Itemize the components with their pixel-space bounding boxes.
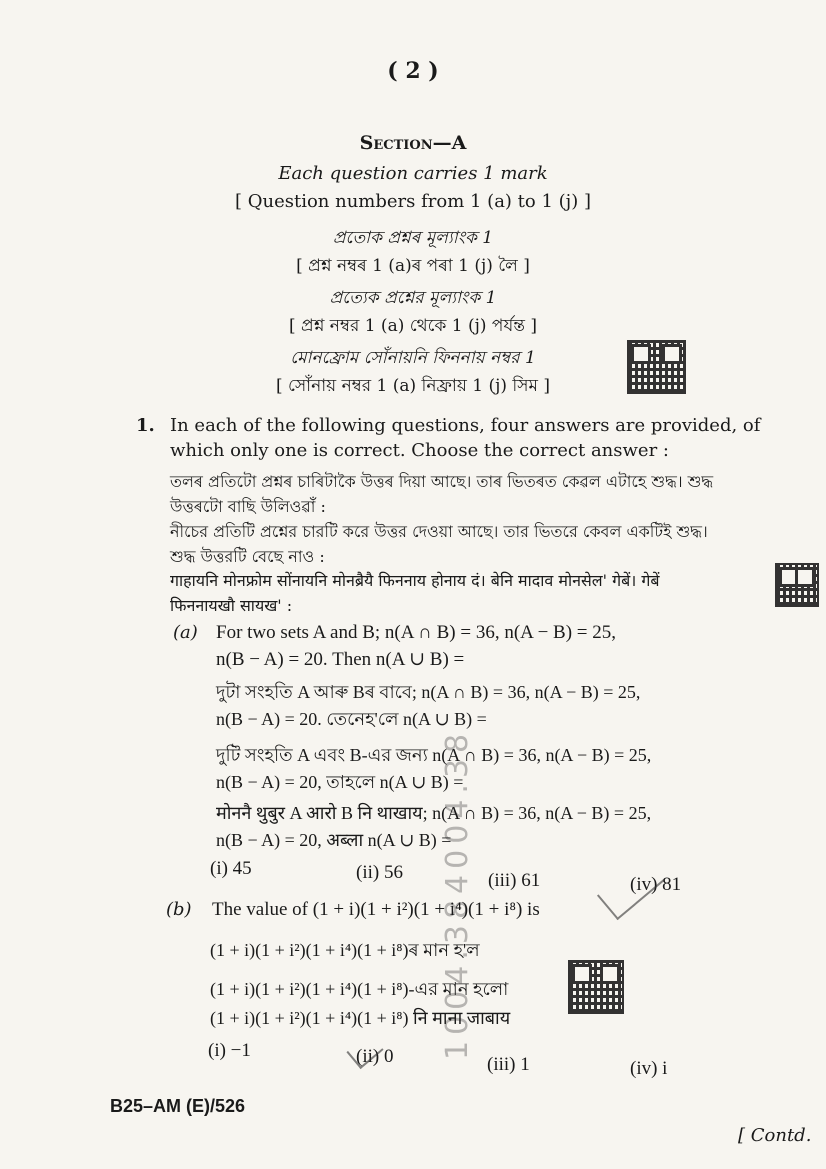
answer-tick-mark — [597, 856, 665, 920]
option-iv: (iv) i — [630, 1058, 668, 1079]
option-i: (i) −1 — [208, 1040, 251, 1061]
instruction-en: In each of the following questions, four answers are provided, of — [170, 415, 761, 436]
section-range-as: [ প্ৰশ্ন নম্বৰ 1 (a)ৰ পৰা 1 (j) লৈ ] — [296, 256, 530, 276]
section-mark-bn: প্রত্যেক প্রশ্নের মূল্যাংক 1 — [329, 288, 497, 308]
section-mark-en: Each question carries 1 mark — [278, 163, 548, 184]
watermark: 1004.384004.38 — [440, 727, 475, 1060]
question-text: n(B − A) = 20. Then n(A ∪ B) = — [216, 649, 465, 670]
question-label: (b) — [166, 899, 192, 920]
question-text-bo: मोननै थुबुर A आरो B नि थाखाय; n(A ∩ B) = 36, n(A − B) = 25, — [216, 803, 652, 823]
option-iv: (iv) 81 — [630, 874, 682, 895]
instruction-bo: फिननायखौ सायख' : — [170, 596, 293, 615]
instruction-bn: নীচের প্রতিটি প্রশ্নের চারটি করে উত্তর দেওয়া আছে। তার ভিতরে কেবল একটিই শুদ্ধ। — [170, 522, 708, 541]
option-iii: (iii) 1 — [487, 1054, 530, 1075]
paper-code: B25–AM (E)/526 — [110, 1096, 246, 1116]
option-ii: (ii) 0 — [356, 1046, 394, 1067]
option-ii: (ii) 56 — [356, 862, 403, 883]
question-text-bo: n(B − A) = 20, अब्ला n(A ∪ B) = — [216, 830, 452, 850]
question-text-bn: n(B − A) = 20, তাহলে n(A ∪ B) = — [216, 772, 464, 792]
section-title: Section—A — [359, 132, 467, 154]
page-number: ( 2 ) — [387, 58, 439, 84]
qr-code-icon — [775, 563, 819, 607]
section-mark-as: প্ৰতোক প্ৰশ্নৰ মূল্যাংক 1 — [332, 228, 494, 248]
question-number: 1. — [136, 415, 155, 436]
question-text: For two sets A and B; n(A ∩ B) = 36, n(A − B) = 25, — [216, 622, 617, 643]
option-iii: (iii) 61 — [488, 870, 541, 891]
instruction-as: উত্তৰটো বাছি উলিওৱাঁ : — [170, 497, 326, 516]
section-mark-bo: মোনফ্রোম সোঁনায়নি ফিননায় নম্বর 1 — [290, 348, 536, 368]
section-range-bo: [ সোঁনায় নম্বর 1 (a) নিফ্রায় 1 (j) সিম ] — [276, 376, 550, 396]
qr-code-icon — [568, 960, 624, 1014]
question-text: The value of (1 + i)(1 + i²)(1 + i⁴)(1 + i⁸) is — [212, 899, 540, 920]
question-text-as: (1 + i)(1 + i²)(1 + i⁴)(1 + i⁸)ৰ মান হ'ল — [210, 940, 480, 960]
question-text-bn: দুটি সংহতি A এবং B-এর জন্য n(A ∩ B) = 36, n(A − B) = 25, — [216, 745, 652, 765]
question-text-bo: (1 + i)(1 + i²)(1 + i⁴)(1 + i⁸) नि माना जाबाय — [210, 1008, 511, 1028]
question-text-as: দুটা সংহতি A আৰু Bৰ বাবে; n(A ∩ B) = 36, n(A − B) = 25, — [216, 682, 641, 702]
qr-code-icon — [627, 340, 686, 394]
instruction-bo: गाहायनि मोनफ्रोम सोंनायनि मोनब्रैयै फिननाय होनाय दं। बेनि मादाव मोनसेल' गेबें। गेबें — [170, 571, 660, 590]
question-label: (a) — [173, 622, 198, 643]
question-text-as: n(B − A) = 20. তেনেহ'লে n(A ∪ B) = — [216, 709, 487, 729]
section-range-en: [ Question numbers from 1 (a) to 1 (j) ] — [234, 191, 592, 212]
option-i: (i) 45 — [210, 858, 252, 879]
instruction-bn: শুদ্ধ উত্তরটি বেছে নাও : — [170, 547, 325, 566]
section-range-bn: [ প্রশ্ন নম্বর 1 (a) থেকে 1 (j) পর্যন্ত ] — [288, 316, 538, 336]
instruction-en: which only one is correct. Choose the correct answer : — [170, 440, 669, 461]
continued-label: [ Contd. — [738, 1125, 812, 1146]
instruction-as: তলৰ প্ৰতিটো প্ৰশ্নৰ চাৰিটাকৈ উত্তৰ দিয়া আছে। তাৰ ভিতৰত কেৱল এটাহে শুদ্ধ। শুদ্ধ — [170, 472, 714, 491]
question-text-bn: (1 + i)(1 + i²)(1 + i⁴)(1 + i⁸)-এর মান হলো — [210, 979, 509, 999]
